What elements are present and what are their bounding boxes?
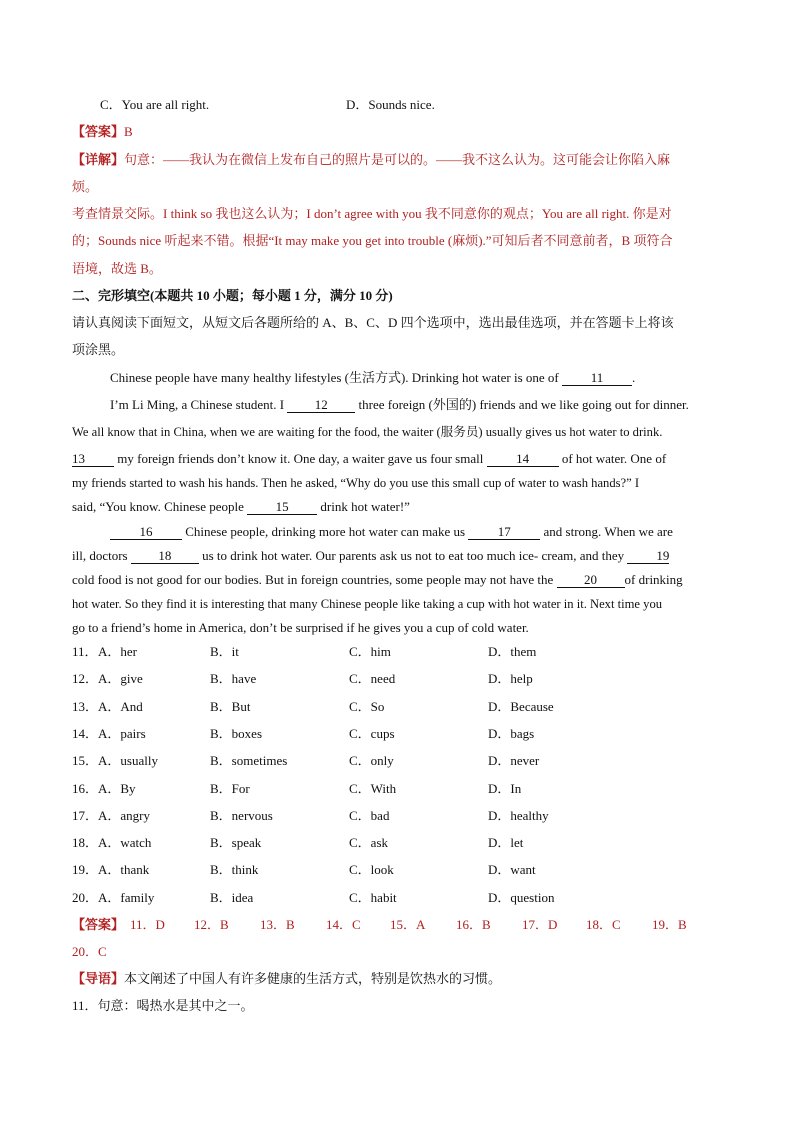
answer-item: 16．B — [456, 917, 491, 932]
passage-line-4 — [72, 450, 666, 468]
option-c: C．cups — [349, 725, 395, 741]
question-number: 19． — [72, 862, 99, 878]
passage-line-6 — [72, 498, 410, 516]
passage-line-3: We all know that in China, when we are waiting for the food, the waiter (服务员) usually gives us hot water to drink. — [72, 425, 663, 439]
passage-text: cold food is not good for our bodies. But in foreign countries, some people may not have the — [72, 572, 554, 587]
option-d: D．them — [488, 644, 537, 659]
option-a: A．angry — [98, 807, 150, 823]
option-d: D．never — [488, 753, 540, 769]
option-d: D．Because — [488, 698, 554, 714]
q10-option-d: D．Sounds nice. — [346, 97, 435, 112]
passage-line-11: go to a friend’s home in America, don’t be surprised if he gives you a cup of cold water. — [72, 620, 529, 635]
blank-19: 19 — [627, 549, 669, 564]
answer-value: B — [124, 124, 133, 139]
q10-answer — [72, 123, 133, 141]
blank-14: 14 — [487, 452, 559, 467]
guide-text: 本文阐述了中国人有许多健康的生活方式，特别是饮热水的习惯。 — [124, 971, 502, 986]
option-d: D．bags — [488, 725, 535, 741]
passage-line-1 — [110, 369, 635, 387]
passage-line-8 — [72, 547, 669, 565]
option-b: B．sometimes — [210, 753, 288, 769]
option-c: C．With — [349, 780, 397, 796]
q10-detail-line2: 烦。 — [72, 179, 99, 194]
answer-key-tag: 【答案】 — [72, 917, 125, 932]
blank-11: 11 — [562, 371, 632, 386]
q10-detail-line3: 考查情景交际。I think so 我也这么认为；I don’t agree with you 我不同意你的观点；You are all right. 你是对 — [72, 206, 672, 221]
question-number: 20． — [72, 889, 99, 905]
answer-item: 11．D — [130, 917, 165, 932]
option-a: A．By — [98, 780, 136, 796]
option-d: D．healthy — [488, 807, 549, 823]
blank-12: 12 — [287, 398, 355, 413]
option-b: B．it — [210, 644, 239, 659]
q10-option-c: C．You are all right. — [100, 97, 210, 112]
passage-text: three foreign (外国的) friends and we like going out for dinner. — [358, 397, 689, 412]
passage-text: I’m Li Ming, a Chinese student. I — [110, 397, 285, 412]
passage-text: said, “You know. Chinese people — [72, 499, 244, 514]
passage-text: my foreign friends don’t know it. One day, a waiter gave us four small — [117, 451, 484, 466]
option-a: A．family — [98, 889, 155, 905]
option-d: D．question — [488, 889, 555, 905]
guide — [72, 970, 501, 988]
question-number: 13． — [72, 698, 99, 714]
passage-text: and strong. When we are — [543, 524, 673, 539]
section-heading: 二、完形填空(本题共 10 小题；每小题 1 分，满分 10 分) — [72, 288, 393, 303]
option-c: C．need — [349, 671, 396, 687]
option-b: B．idea — [210, 889, 254, 905]
section-instructions-2: 项涂黑。 — [72, 342, 125, 357]
option-c: C．look — [349, 862, 394, 878]
question-number: 11． — [72, 644, 98, 659]
answer-item: 17．D — [522, 917, 558, 932]
option-b: B．nervous — [210, 807, 273, 823]
answer-item: 19．B — [652, 917, 687, 932]
passage-text: drink hot water!” — [320, 499, 410, 514]
question-number: 14． — [72, 725, 99, 741]
q10-detail-line5: 语境，故选 B。 — [72, 261, 162, 276]
question-number: 17． — [72, 807, 99, 823]
blank-13: 13 — [72, 452, 114, 467]
option-b: B．boxes — [210, 725, 263, 741]
option-b: B．For — [210, 780, 250, 796]
option-a: A．usually — [98, 753, 158, 769]
option-b: B．have — [210, 671, 257, 687]
passage-text: . — [632, 370, 636, 385]
question-number: 18． — [72, 835, 99, 851]
q10-detail-line4: 的；Sounds nice 听起来不错。根据“It may make you get into trouble (麻烦).”可知后者不同意前者，B 项符合 — [72, 233, 673, 248]
option-c: C．bad — [349, 807, 390, 823]
option-c: C．So — [349, 698, 385, 714]
answer-item: 15．A — [390, 917, 426, 932]
question-number: 16． — [72, 780, 99, 796]
passage-text: ill, doctors — [72, 548, 128, 563]
q11-explanation: 11．句意：喝热水是其中之一。 — [72, 998, 254, 1013]
passage-line-7 — [110, 523, 673, 541]
passage-text: of drinking — [624, 572, 683, 587]
option-c: C．only — [349, 753, 394, 769]
option-a: A．her — [98, 644, 137, 659]
guide-tag: 【导语】 — [72, 971, 125, 986]
blank-17: 17 — [468, 525, 540, 540]
passage-line-5: my friends started to wash his hands. Then he asked, “Why do you use this small cup of water to wash hands?” I — [72, 476, 640, 490]
option-a: A．pairs — [98, 725, 146, 741]
detail-text-1: 句意：——我认为在微信上发布自己的照片是可以的。——我不这么认为。这可能会让你陷入麻 — [124, 152, 671, 167]
question-number: 12． — [72, 671, 99, 687]
question-number: 15． — [72, 753, 99, 769]
passage-text: us to drink hot water. Our parents ask us not to eat too much ice- cream, and they — [202, 548, 625, 563]
option-b: B．think — [210, 862, 259, 878]
blank-16: 16 — [110, 525, 182, 540]
answer-item: 12．B — [194, 917, 229, 932]
passage-text: of hot water. One of — [561, 451, 667, 466]
answer-tag: 【答案】 — [72, 124, 125, 139]
blank-18: 18 — [131, 549, 199, 564]
option-c: C．him — [349, 644, 391, 659]
option-d: D．help — [488, 671, 533, 687]
option-c: C．habit — [349, 889, 397, 905]
detail-tag: 【详解】 — [72, 152, 125, 167]
option-a: A．thank — [98, 862, 150, 878]
answer-item: 13．B — [260, 917, 295, 932]
option-a: A．watch — [98, 835, 152, 851]
option-c: C．ask — [349, 835, 389, 851]
passage-text: Chinese people have many healthy lifestyles (生活方式). Drinking hot water is one of — [110, 370, 559, 385]
answer-item: 14．C — [326, 917, 361, 932]
passage-line-10: hot water. So they find it is interesting that many Chinese people like taking a cup with hot water in it. Next time you — [72, 597, 663, 611]
option-b: B．But — [210, 698, 251, 714]
option-b: B．speak — [210, 835, 262, 851]
answer-key — [72, 916, 732, 934]
passage-line-2 — [110, 396, 689, 414]
option-a: A．give — [98, 671, 143, 687]
option-d: D．want — [488, 862, 536, 878]
option-d: D．let — [488, 835, 524, 851]
answer-item-last: 20．C — [72, 944, 107, 959]
option-a: A．And — [98, 698, 143, 714]
blank-20: 20 — [557, 573, 625, 588]
passage-text: Chinese people, drinking more hot water can make us — [185, 524, 466, 539]
blank-15: 15 — [247, 500, 317, 515]
section-instructions-1: 请认真阅读下面短文，从短文后各题所给的 A、B、C、D 四个选项中，选出最佳选项，并在答题卡上将该 — [72, 315, 674, 330]
option-d: D．In — [488, 780, 522, 796]
passage-line-9 — [72, 571, 683, 589]
answer-item: 18．C — [586, 917, 621, 932]
q10-detail-line1 — [72, 151, 670, 169]
